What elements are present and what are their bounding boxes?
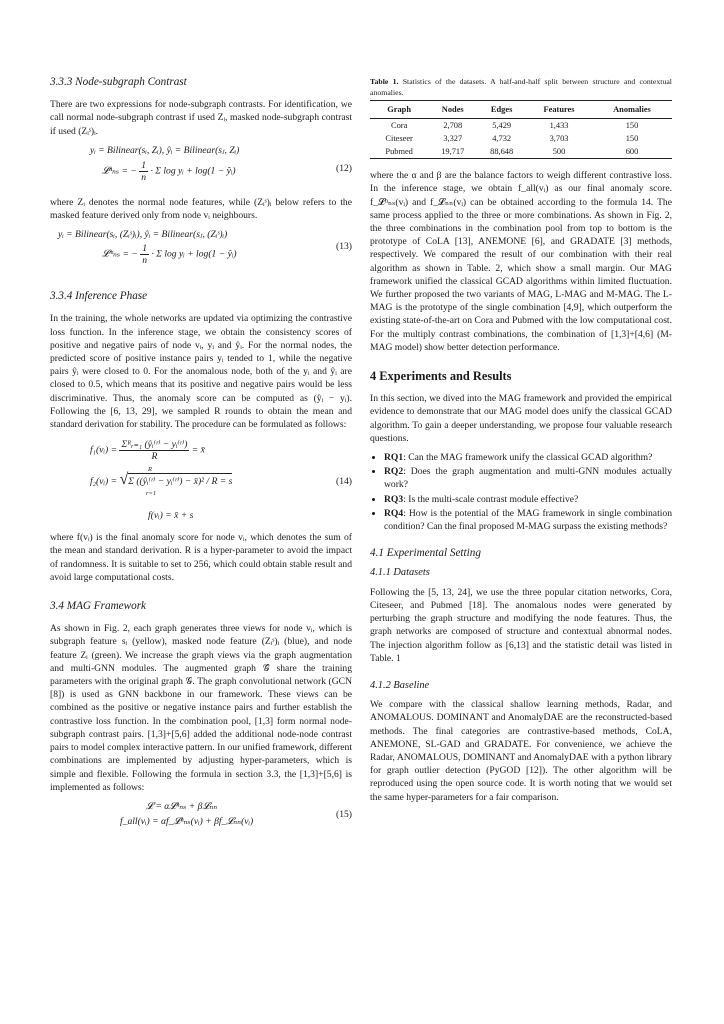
section-heading-4-1-2: 4.1.2 Baseline xyxy=(370,679,430,691)
sum-lower-limit: r=1 xyxy=(146,490,157,498)
paragraph: There are two expressions for node-subgraph contrasts. For identification, we call normal node-subgraph contrast if used Zᵢ, masked node-subgraph contrast if used (Zᵢˢ)ᵢ. xyxy=(50,99,352,137)
table-cell: 500 xyxy=(526,145,592,159)
table-cell: 5,429 xyxy=(492,121,512,131)
table-header-cell: Graph xyxy=(370,101,428,119)
paragraph: Following the [5, 13, 24], we use the three popular citation networks, Cora, Citeseer, and Pubmed [18]. The anomalous nodes were generated by perturbing the graph structure and modifying the node features. Thus, the graph networks are composed of structure and contextual abnormal nodes. The injection algorithm follow as [6,13] and the statistic detail was listed in Table. 1 xyxy=(370,586,672,664)
paragraph: where f(vᵢ) is the final anomaly score for node vᵢ, which denotes the sum of the mean and standard derivation. R is a hyper-parameter to avoid the impact of randomness. It is suitable to set to 256, which could obtain stable result and avoid large computational costs. xyxy=(50,532,352,583)
rq-label: RQ1 xyxy=(384,452,404,464)
table-header-row xyxy=(370,101,672,119)
table-cell: 4,732 xyxy=(492,134,512,144)
list-item xyxy=(384,493,672,506)
rq-text: : Does the graph augmentation and multi-GNN modules actually work? xyxy=(384,466,672,491)
section-heading-4-1: 4.1 Experimental Setting xyxy=(370,547,481,560)
rq-label: RQ3 xyxy=(384,493,404,505)
fraction-denominator: n xyxy=(141,171,147,183)
table-header-cell: Features xyxy=(526,101,592,119)
research-questions-list xyxy=(370,451,672,533)
section-heading-4: 4 Experiments and Results xyxy=(370,369,512,384)
sum-upper-limit: R xyxy=(148,466,152,474)
section-heading-3-4: 3.4 MAG Framework xyxy=(50,600,147,613)
fraction-numerator: 1 xyxy=(142,243,148,255)
fraction-denominator: R xyxy=(151,451,158,463)
list-item xyxy=(384,451,672,464)
table-cell: 2,708 xyxy=(443,121,463,131)
table-cell: 150 xyxy=(625,134,639,144)
equation-line: yᵢ = Bilinear(sᵢ, (Zᵢˢ)ᵢ), ŷᵢ = Bilinear(sⱼ, (Zᵢˢ)ᵢ) xyxy=(58,229,228,241)
list-item xyxy=(384,465,672,491)
table-cell: Citeseer xyxy=(385,134,413,144)
table-caption-text: Statistics of the datasets. A half-and-half split between structure and contextual anomalies. xyxy=(370,77,672,97)
equation-lhs: f₁(vᵢ) = xyxy=(90,444,118,456)
fraction-numerator: Σᴿᵣ₌₁ (ŷᵢ⁽ʳ⁾ − yᵢ⁽ʳ⁾) xyxy=(121,439,188,451)
table-cell: 600 xyxy=(592,145,672,159)
table-row xyxy=(370,132,672,145)
right-column xyxy=(370,76,672,804)
table-header-cell: Anomalies xyxy=(592,101,672,119)
equation-number: (14) xyxy=(336,476,352,488)
section-heading-3-3-3: 3.3.3 Node-subgraph Contrast xyxy=(50,76,187,88)
section-heading-3-3-4: 3.3.4 Inference Phase xyxy=(50,290,148,303)
table-caption-label: Table 1. xyxy=(370,77,399,86)
sqrt-symbol: √ xyxy=(119,471,129,489)
table-cell: 19,717 xyxy=(428,145,477,159)
equation-12 xyxy=(50,144,352,192)
left-column xyxy=(50,76,352,834)
equation-number: (15) xyxy=(336,808,352,820)
paragraph: In this section, we dived into the MAG framework and provided the empirical evidence to demonstrate that our MAG model does unify the classical GCAD algorithm. To gain a deeper understanding, we propose four valuable research questions. xyxy=(370,393,672,444)
table-cell: 3,327 xyxy=(443,134,463,144)
equation-lhs: 𝓛ᵐₙₛ = − xyxy=(102,248,138,260)
equation-number: (13) xyxy=(336,241,352,253)
section-heading-4-1-1: 4.1.1 Datasets xyxy=(370,567,430,579)
fraction-numerator: 1 xyxy=(141,159,147,171)
table-cell: 1,433 xyxy=(549,121,569,131)
equation-lhs: 𝓛ⁿₙₛ = − xyxy=(102,165,137,177)
equation-lhs: f₂(vᵢ) = xyxy=(90,476,118,488)
equation-number: (12) xyxy=(336,162,352,174)
table-row xyxy=(370,145,672,159)
paragraph: where Zᵢ denotes the normal node features, while (Zᵢˢ)ᵢ below refers to the masked feature derived only from node vᵢ neighbours. xyxy=(50,196,352,222)
table-cell: Cora xyxy=(391,121,408,131)
dataset-statistics-table xyxy=(370,100,672,159)
table-cell: 3,703 xyxy=(549,134,569,144)
table-caption xyxy=(370,76,672,98)
equation-line: f(vᵢ) = x̄ + s xyxy=(148,510,194,522)
equation-13 xyxy=(50,228,352,274)
rq-text: : Can the MAG framework unify the classical GCAD algorithm? xyxy=(403,452,653,464)
equation-15 xyxy=(50,800,352,834)
equation-14 xyxy=(50,437,352,531)
table-cell: 150 xyxy=(625,121,639,131)
equation-line: 𝓛 = α𝓛ⁿₙₛ + β𝓛ₙₙ xyxy=(146,800,218,812)
table-cell: Pubmed xyxy=(370,145,428,159)
equation-sum: · Σ log yᵢ + log(1 − ŷᵢ) xyxy=(151,248,237,260)
rq-label: RQ4 xyxy=(384,507,404,519)
paragraph: In the training, the whole networks are updated via optimizing the contrastive loss function. In the inference stage, we obtain the consistency scores of positive and negative pairs of node vᵢ, yᵢ and ŷᵢ. For the normal nodes, the predicted score of positive instance pairs yᵢ tended to 1, while the negative pairs ŷᵢ were closed to 0. For the anomalous node, both of the yᵢ and ŷᵢ are closed to 0.5, which means that its positive and negative pairs would be less discriminative. Thus, the anomaly score can be computed as (ŷᵢ − yᵢ). Following the [6, 13, 29], we sampled R rounds to obtain the mean and standard derivation for stability. The procedure can be formulated as follows: xyxy=(50,313,352,431)
equation-rhs: = x̄ xyxy=(191,444,205,456)
table-row xyxy=(370,119,672,133)
fraction-denominator: n xyxy=(142,255,148,267)
table-header-cell: Nodes xyxy=(428,101,477,119)
equation-line: yᵢ = Bilinear(sᵢ, Zᵢ), ŷᵢ = Bilinear(sⱼ, Zᵢ) xyxy=(90,144,240,156)
table-header-cell: Edges xyxy=(477,101,526,119)
rq-label: RQ2 xyxy=(384,466,404,478)
paragraph: where the α and β are the balance factors to weigh different contrastive loss. In the inference stage, we obtain f_all(vᵢ) as our final anomaly score. f_𝓛ⁿₙₛ(vᵢ) and f_𝓛ₙₙ(vᵢ) can be obtained according to the formula 14. The same process applied to the three or more combinations. As shown in Fig. 2, the three combinations in the combination pool from top to bottom is the prototype of CoLA [13], ANEMONE [6], and GRADATE [3] methods, respectively. We compared the result of our combination with their real algorithm as shown in Table. 2, which show a small margin. Our MAG framework unified the classical GCAD algorithms within limited fluctuation. We further proposed the two variants of MAG, L-MAG and M-MAG. The L-MAG is the prototype of the single combination [4,9], which outperform the existing state-of-the-art on Cora and Pubmed with the low computational cost. For the multiply contrast combinations, the combination of [1,3]+[4,6] (M-MAG model) show better detection performance. xyxy=(370,170,672,353)
rq-text: : Is the multi-scale contrast module effective? xyxy=(403,493,579,505)
paragraph: As shown in Fig. 2, each graph generates three views for node vᵢ, which is subgraph feature sᵢ (yellow), masked node feature (Zᵢˢ)ᵢ (blue), and node feature Zᵢ (green). We increase the graph views via the graph augmentation and multi-GNN modules. The augmented graph 𝒢̂ share the training parameters with the original graph 𝒢. The graph convolutional network (GCN [8]) is used as GNN backbone in our framework. These views can be combined as the positive or negative instance pairs and further establish the contrastive loss function. In the combination pool, [1,3] form normal node-subgraph contrast pairs. [1,3]+[5,6] added the additional node-node contrast pairs to model complex interactive pattern. In our unified framework, different combinations are implemented by adjusting hyper-parameters, which is simple and flexible. Following the formula in section 3.3, the [1,3]+[5,6] is implemented as follows: xyxy=(50,623,352,793)
equation-line: f_all(vᵢ) = αf_𝓛ⁿₙₛ(vᵢ) + βf_𝓛ₙₙ(vᵢ) xyxy=(120,815,254,827)
equation-body: Σ ((ŷᵢ⁽ʳ⁾ − yᵢ⁽ʳ⁾) − x̄)² / R = s xyxy=(128,476,233,488)
rq-text: : How is the potential of the MAG framework in single combination condition? Can the final proposed M-MAG surpass the existing methods? xyxy=(384,507,672,533)
table-cell: 88,648 xyxy=(477,145,526,159)
paragraph: We compare with the classical shallow learning methods, Radar, and ANOMALOUS. DOMINANT and AnomalyDAE are the reconstructed-based methods. The final categories are contrastive-based methods, CoLA, ANEMONE, SL-GAD and GRADATE. For convenience, we achieve the Radar, ANOMALOUS, DOMINANT and AnomalyDAE with a python library for graph outlier detection (PyGOD [12]). The other algorithm will be reproduced using the open source code. It is worth noting that we would set the same hyper-parameters for a fair comparison. xyxy=(370,699,672,803)
equation-sum: · Σ log yᵢ + log(1 − ŷᵢ) xyxy=(150,165,236,177)
list-item xyxy=(384,507,672,533)
